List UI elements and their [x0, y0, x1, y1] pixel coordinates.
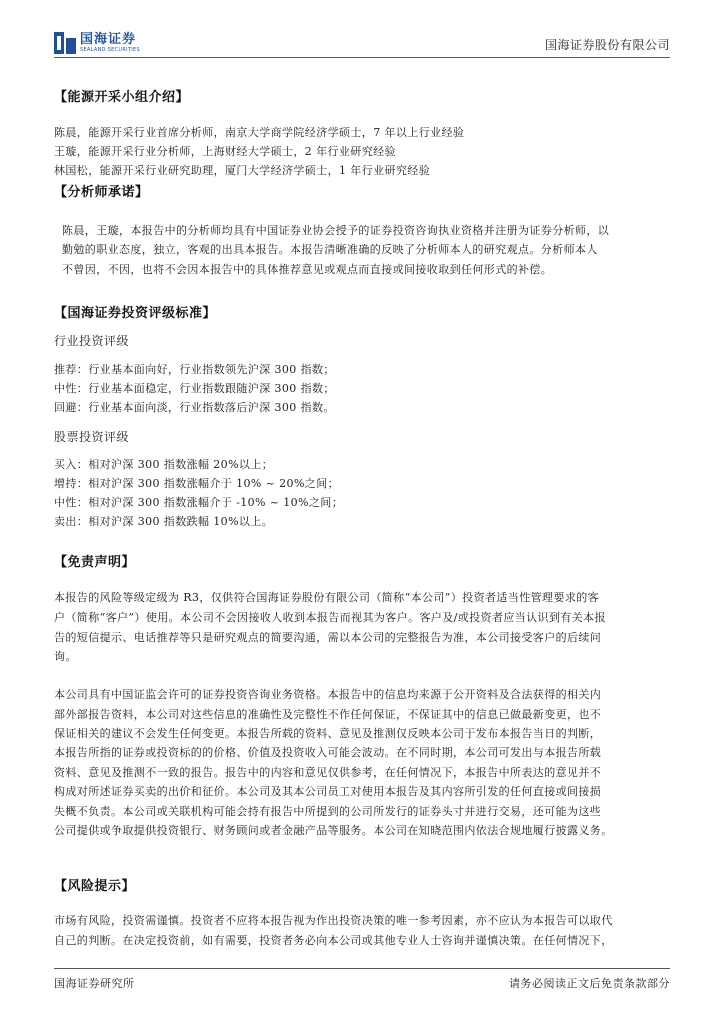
disclaimer-line: 公司提供或争取提供投资银行、财务顾问或者金融产品等服务。本公司在知晓范围内依法合规地履行披露义务。 — [54, 824, 613, 837]
disclaimer-line: 本报告所指的证券或投资标的的价格、价值及投资收入可能会波动。在不同时期，本公司可发出与本报告所载 — [54, 746, 602, 759]
stock-rating-line: 中性：相对沪深 300 指数涨幅介于 -10% ~ 10%之间； — [54, 496, 344, 509]
industry-rating-head: 行业投资评级 — [54, 334, 130, 348]
disclaimer-line: 本公司具有中国证监会许可的证券投资咨询业务资格。本报告中的信息均来源于公开资料及合法获得的相关内 — [54, 688, 602, 701]
team-line: 林国松，能源开采行业研究助理，厦门大学经济学硕士，1 年行业研究经验 — [54, 164, 431, 177]
stock-rating-line: 买入：相对沪深 300 指数涨幅 20%以上； — [54, 458, 274, 471]
disclaimer-line: 资料、意见及推测不一致的报告。报告中的内容和意见仅供参考，在任何情况下，本报告中所表达的意见并不 — [54, 766, 602, 779]
industry-rating-line: 推荐：行业基本面向好，行业指数领先沪深 300 指数； — [54, 363, 335, 376]
footer-divider — [54, 968, 670, 969]
stock-rating-line: 卖出：相对沪深 300 指数跌幅 10%以上。 — [54, 515, 274, 528]
disclaimer-line: 部外部报告资料，本公司对这些信息的准确性及完整性不作任何保证，不保证其中的信息已做最新变更，也不 — [54, 708, 602, 721]
section-title-disclaimer: 【免责声明】 — [54, 555, 136, 570]
footer-institute: 国海证券研究所 — [54, 977, 135, 990]
section-title-rating: 【国海证券投资评级标准】 — [54, 306, 217, 321]
stock-rating-head: 股票投资评级 — [54, 430, 130, 444]
industry-rating-line: 回避：行业基本面向淡，行业指数落后沪深 300 指数。 — [54, 401, 335, 414]
footer-notice: 请务必阅读正文后免责条款部分 — [509, 977, 670, 990]
disclaimer-line: 告的短信提示、电话推荐等只是研究观点的简要沟通，需以本公司的完整报告为准，本公司接受客户的后续问 — [54, 631, 602, 644]
commitment-line: 陈晨，王璇，本报告中的分析师均具有中国证券业协会授予的证券投资咨询执业资格并注册为证券分析师，以 — [62, 224, 610, 237]
disclaimer-line: 保证相关的建议不会发生任何变更。本报告所载的资料、意见及推测仅反映本公司于发布本报告当日的判断， — [54, 727, 602, 740]
page-header — [54, 30, 670, 58]
risk-line: 自己的判断。在决定投资前，如有需要，投资者务必向本公司或其他专业人士咨询并谨慎决策。在任何情况下， — [54, 934, 613, 947]
logo-name-en: SEALAND SECURITIES — [80, 47, 140, 53]
disclaimer-line: 本报告的风险等级定级为 R3，仅供符合国海证券股份有限公司（简称“本公司”）投资者适当性管理要求的客 — [54, 591, 600, 604]
risk-line: 市场有风险，投资需谨慎。投资者不应将本报告视为作出投资决策的唯一参考因素，亦不应认为本报告可以取代 — [54, 914, 613, 927]
industry-rating-line: 中性：行业基本面稳定，行业指数跟随沪深 300 指数； — [54, 382, 335, 395]
team-line: 王璇，能源开采行业分析师，上海财经大学硕士，2 年行业研究经验 — [54, 145, 396, 158]
disclaimer-line: 失概不负责。本公司或关联机构可能会持有报告中所提到的公司所发行的证券头寸并进行交易，还可能为这些 — [54, 805, 602, 818]
disclaimer-line: 询。 — [54, 650, 77, 663]
section-title-commitment: 【分析师承诺】 — [54, 185, 149, 200]
disclaimer-line: 构成对所述证券买卖的出价和征价。本公司及其本公司员工对使用本报告及其内容所引发的任何直接或间接损 — [54, 785, 602, 798]
commitment-line: 不曾因，不因，也将不会因本报告中的具体推荐意见或观点而直接或间接收取到任何形式的补偿。 — [62, 263, 553, 276]
header-divider — [54, 57, 670, 58]
stock-rating-line: 增持：相对沪深 300 指数涨幅介于 10% ~ 20%之间； — [54, 477, 339, 490]
section-title-team: 【能源开采小组介绍】 — [54, 90, 190, 105]
commitment-line: 勤勉的职业态度，独立，客观的出具本报告。本报告清晰准确的反映了分析师本人的研究观点。分析师本人 — [62, 243, 598, 256]
logo-name-cn: 国海证券 — [80, 32, 137, 47]
logo-mark-icon — [54, 32, 76, 54]
section-title-risk: 【风险提示】 — [54, 879, 136, 894]
header-company-name: 国海证券股份有限公司 — [544, 38, 670, 52]
company-logo — [54, 32, 140, 54]
team-line: 陈晨，能源开采行业首席分析师，南京大学商学院经济学硕士，7 年以上行业经验 — [54, 126, 465, 139]
disclaimer-line: 户（简称“客户”）使用。本公司不会因接收人收到本报告而视其为客户。客户及/或投资者应当认识到有关本报 — [54, 611, 606, 624]
